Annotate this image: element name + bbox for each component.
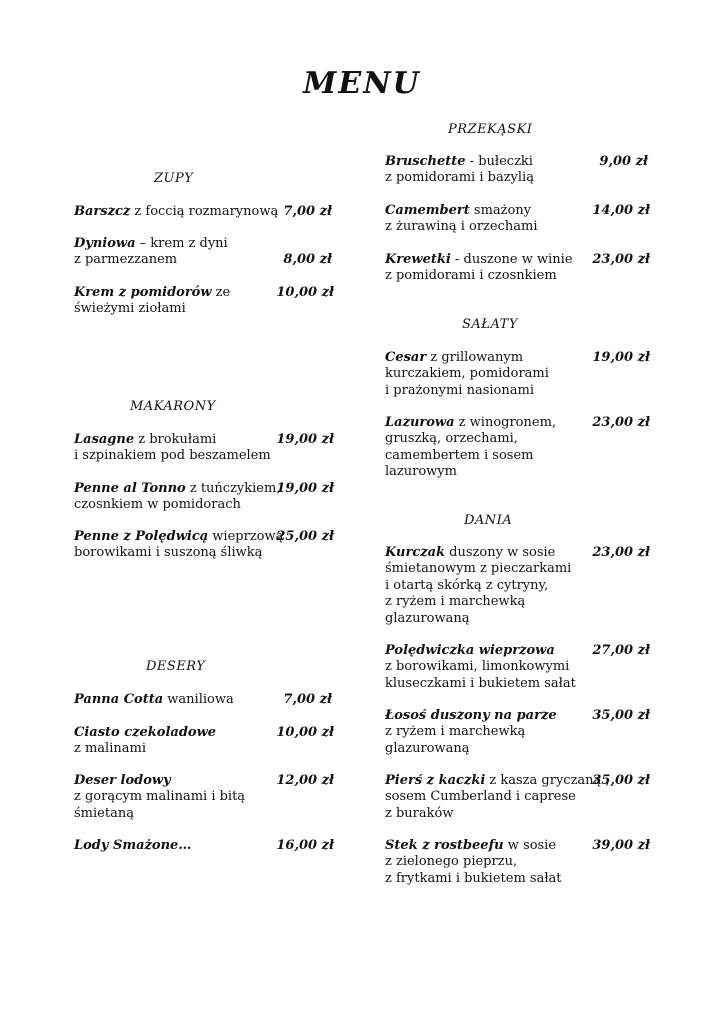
item-name: Penne al Tonno [74,481,186,496]
item-desc: - bułeczki [465,154,533,169]
item-desc: borowikami i suszoną śliwką [74,545,263,561]
item-desc: z pomidorami i czosnkiem [385,268,557,284]
item-price: 35,00 zł [592,773,650,788]
item-desc: glazurowaną [385,610,470,626]
menu-item-krem-z-pomidorow [74,285,230,318]
section-title-salaty: SAŁATY [462,317,518,332]
item-desc: z parmezzanem [74,252,178,268]
item-price: 10,00 zł [276,725,334,740]
item-price: 23,00 zł [592,415,650,430]
section-title-przekaski: PRZEKĄSKI [448,122,533,137]
item-price: 23,00 zł [592,545,650,560]
menu-item-lazurowa [385,415,556,481]
item-name: Camembert [385,203,470,218]
menu-item-panna-cotta [74,692,234,708]
section-title-dania: DANIA [464,513,513,528]
item-desc: śmietaną [74,805,134,821]
item-price: 7,00 zł [283,204,332,219]
item-desc: z grillowanym [426,350,524,365]
item-name: Barszcz [74,204,131,219]
item-desc: smażony [469,203,532,218]
section-title-desery: DESERY [146,659,206,674]
item-desc: – krem z dyni [135,236,228,251]
item-price: 35,00 zł [592,708,650,723]
item-desc: - duszone w winie [450,252,573,267]
item-name: Stek z rostbeefu [385,838,504,853]
menu-item-cesar [385,350,549,399]
item-price: 39,00 zł [592,838,650,853]
menu-title: MENU [303,66,421,101]
item-desc: wieprzową [208,529,284,544]
menu-item-krewetki [385,252,573,285]
item-desc: w sosie [503,838,557,853]
menu-item-lody-smazone [74,838,191,854]
item-desc: camembertem i sosem [385,447,534,463]
item-name: Krewetki [385,252,451,267]
item-price: 14,00 zł [592,203,650,218]
menu-item-dyniowa [74,236,228,269]
item-name: Łosoś duszony na parze [385,708,557,723]
item-desc: i otartą skórką z cytryny, [385,577,549,593]
item-desc: z winogronem, [454,415,557,430]
item-price: 8,00 zł [283,252,332,267]
menu-item-camembert [385,203,537,236]
item-desc: czosnkiem w pomidorach [74,497,241,513]
item-desc: z pomidorami i bazylią [385,170,534,186]
menu-item-kurczak [385,545,571,627]
item-name: Kurczak [385,545,446,560]
item-desc: z buraków [385,805,454,821]
item-price: 16,00 zł [276,838,334,853]
item-name: Dyniowa [74,236,136,251]
section-title-zupy: ZUPY [154,171,194,186]
menu-item-barszcz [74,204,278,220]
item-desc: śmietanowym z pieczarkami [385,561,572,577]
item-price: 27,00 zł [592,643,650,658]
item-desc: i szpinakiem pod beszamelem [74,448,271,464]
item-desc: z borowikami, limonkowymi [385,659,570,675]
menu-item-deser-lodowy [74,773,245,822]
item-name: Lasagne [74,432,135,447]
item-price: 7,00 zł [283,692,332,707]
item-desc: kurczakiem, pomidorami [385,366,549,382]
item-desc: ze [211,285,231,300]
item-desc: waniliowa [163,692,234,707]
item-price: 25,00 zł [276,529,334,544]
item-price: 23,00 zł [592,252,650,267]
menu-item-poledwiczka-wieprzowa [385,643,576,692]
item-desc: z ryżem i marchewką [385,724,526,740]
item-desc: z tuńczykiem, [185,481,281,496]
item-desc: i prażonymi nasionami [385,382,534,398]
item-desc: z malinami [74,741,146,757]
menu-item-losos-duszony [385,708,557,757]
item-name: Lazurowa [385,415,455,430]
item-price: 10,00 zł [276,285,334,300]
item-desc: świeżymi ziołami [74,301,186,317]
menu-item-ciasto-czekoladowe [74,725,216,758]
section-title-makarony: MAKARONY [130,399,216,414]
item-name: Cesar [385,350,427,365]
item-price: 19,00 zł [592,350,650,365]
item-desc: glazurowaną [385,740,470,756]
item-desc: duszony w sosie [445,545,556,560]
menu-item-lasagne [74,432,271,465]
item-price: 19,00 zł [276,432,334,447]
menu-item-stek-z-rostbeefu [385,838,562,887]
item-desc: z frytkami i bukietem sałat [385,870,562,886]
item-name: Lody Smażone… [74,838,192,853]
item-desc: gruszką, orzechami, [385,431,518,447]
item-name: Panna Cotta [74,692,164,707]
item-name: Krem z pomidorów [74,285,212,300]
item-desc: kluseczkami i bukietem sałat [385,675,576,691]
menu-item-penne-z-poledwica [74,529,283,562]
item-name: Bruschette [385,154,466,169]
item-price: 12,00 zł [276,773,334,788]
item-name: Ciasto czekoladowe [74,725,217,740]
item-desc: z ryżem i marchewką [385,594,526,610]
item-price: 19,00 zł [276,481,334,496]
item-desc: lazurowym [385,464,457,480]
item-price: 9,00 zł [599,154,648,169]
item-name: Penne z Polędwicą [74,529,209,544]
item-desc: z brokułami [134,432,217,447]
item-desc: z żurawiną i orzechami [385,219,538,235]
item-name: Polędwiczka wieprzowa [385,643,555,658]
item-desc: z zielonego pieprzu, [385,854,518,870]
menu-item-bruschette [385,154,534,187]
item-name: Pierś z kaczki [385,773,486,788]
item-desc: z foccią rozmarynową [130,204,279,219]
menu-item-penne-al-tonno [74,481,280,514]
item-desc: sosem Cumberland i caprese [385,789,576,805]
item-name: Deser lodowy [74,773,171,788]
item-desc: z gorącym malinami i bitą [74,789,246,805]
item-desc: z kasza gryczaną , [485,773,610,788]
